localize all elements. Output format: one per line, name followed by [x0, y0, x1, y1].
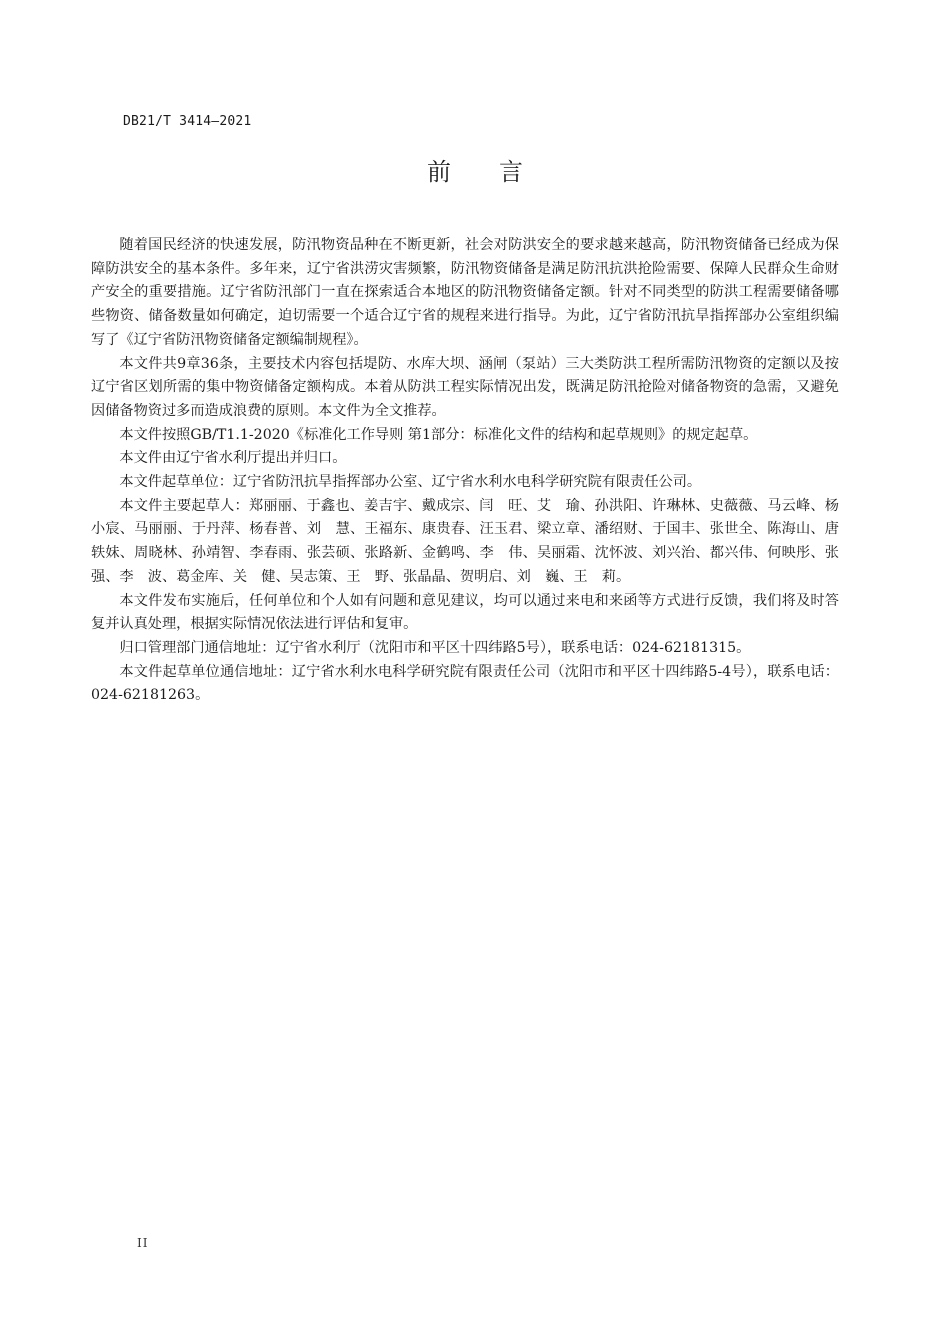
paragraph-drafting-units: 本文件起草单位：辽宁省防汛抗旱指挥部办公室、辽宁省水利水电科学研究院有限责任公司。 — [119, 474, 702, 491]
paragraph-proposer: 本文件由辽宁省水利厅提出并归口。 — [119, 450, 347, 467]
foreword-body — [91, 234, 854, 708]
paragraph-drafter-address: 本文件起草单位通信地址：辽宁省水利水电科学研究院有限责任公司（沈阳市和平区十四纬路5-4号），联系电话：024-62181263。 — [91, 663, 839, 704]
paragraph-feedback: 本文件发布实施后，任何单位和个人如有问题和意见建议，均可以通过来电和来函等方式进行反馈，我们将及时答复并认真处理，根据实际情况依法进行评估和复审。 — [91, 592, 839, 633]
document-code: DB21/T 3414—2021 — [123, 114, 252, 129]
paragraph-drafting-rules: 本文件按照GB/T1.1-2020《标准化工作导则 第1部分：标准化文件的结构和起草规则》的规定起草。 — [119, 426, 758, 443]
paragraph-drafters: 本文件主要起草人：郑丽丽、于鑫也、姜吉宇、戴成宗、闫 旺、艾 瑜、孙洪阳、许琳林、史薇薇、马云峰、杨小宸、马丽丽、于丹萍、杨春普、刘 慧、王福东、康贵春、汪玉君、梁立章、潘绍财、于国丰、张世全、陈海山、唐轶妹、周晓林、孙靖智、李春雨、张芸硕、张路新、金鹤鸣、李 伟、吴丽霜、沈怀波、刘兴治、都兴伟、何映彤、张 强、李 波、葛金库、关 健、吴志策、王 野、张晶晶、贺明启、刘 巍、王 莉。 — [91, 497, 854, 585]
page-number: II — [137, 1236, 149, 1250]
page-title: 前言 — [427, 158, 571, 186]
paragraph-scope: 本文件共9章36条，主要技术内容包括堤防、水库大坝、涵闸（泵站）三大类防洪工程所需防汛物资的定额以及按辽宁省区划所需的集中物资储备定额构成。本着从防洪工程实际情况出发，既满足防汛抢险对储备物资的急需，又避免因储备物资过多而造成浪费的原则。本文件为全文推荐。 — [91, 355, 839, 419]
paragraph-admin-address: 归口管理部门通信地址：辽宁省水利厅（沈阳市和平区十四纬路5号），联系电话：024-62181315。 — [119, 639, 751, 656]
paragraph-background: 随着国民经济的快速发展，防汛物资品种在不断更新，社会对防洪安全的要求越来越高，防汛物资储备已经成为保障防洪安全的基本条件。多年来，辽宁省洪涝灾害频繁，防汛物资储备是满足防汛抗洪抢险需要、保障人民群众生命财产安全的重要措施。辽宁省防汛部门一直在探索适合本地区的防汛物资储备定额。针对不同类型的防洪工程需要储备哪些物资、储备数量如何确定，迫切需要一个适合辽宁省的规程来进行指导。为此，辽宁省防汛抗旱指挥部办公室组织编写了《辽宁省防汛物资储备定额编制规程》。 — [91, 237, 839, 348]
